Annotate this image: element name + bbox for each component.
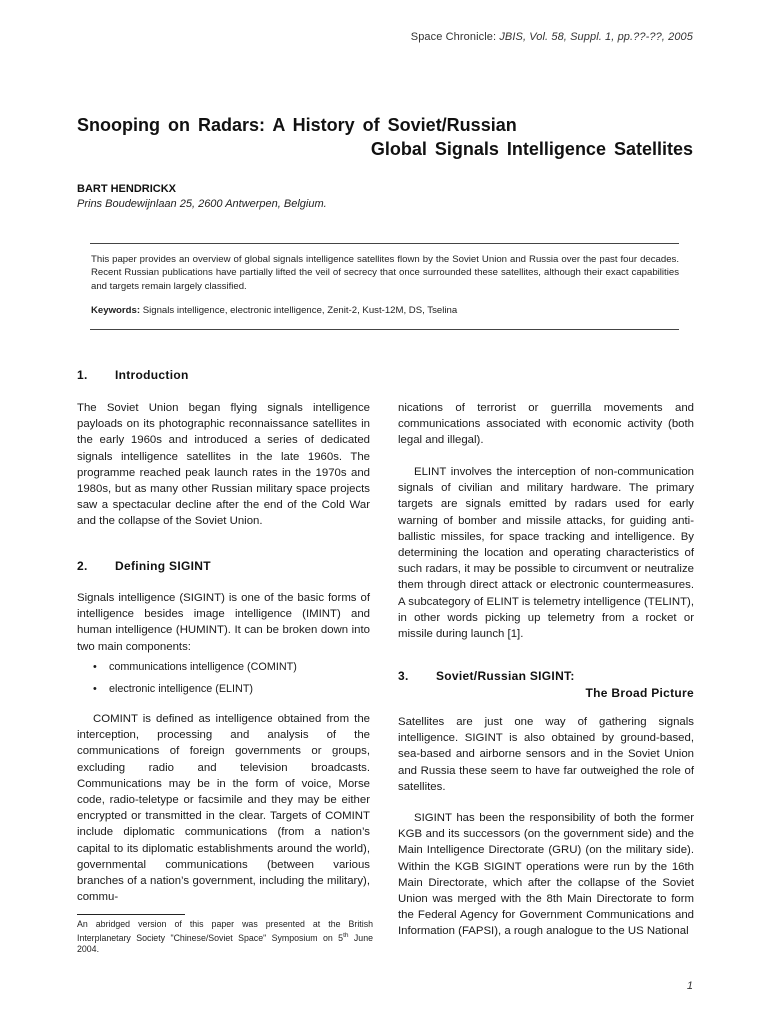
footnote-text: An abridged version of this paper was presented at the British Interplanetary Society "Chinese/Soviet Space" Symposium on 5 xyxy=(77,919,373,943)
broad-picture-paragraph-1: Satellites are just one way of gathering signals intelligence. SIGINT is also obtained by ground-based, sea-based and airborne sensors and in the Soviet Union and Russia these seem to have far outweighed the role of satellites. xyxy=(398,716,694,793)
section-3-line-1 xyxy=(398,668,694,684)
footnote-superscript: th xyxy=(343,932,349,939)
keywords xyxy=(91,304,679,317)
section-2-number: 2. xyxy=(77,559,88,573)
comint-continuation: nications of terrorist or guerrilla movements and communications associated with economic activity (both legal and illegal). xyxy=(398,402,694,447)
running-head xyxy=(411,31,693,43)
section-3-title-line-1: Soviet/Russian SIGINT: xyxy=(436,669,575,683)
intro-paragraph: The Soviet Union began flying signals intelligence payloads on its photographic reconnaissance satellites in the early 1960s and introduced a series of dedicated signals intelligence satellites in the late 1960s. The programme reached peak launch rates in the 1970s and 1980s, but as many other Russian military space projects saw a spectacular decline after the end of the Cold War and the collapse of the Soviet Union. xyxy=(77,402,370,528)
page-number: 1 xyxy=(686,980,693,992)
section-2-title: Defining SIGINT xyxy=(115,559,211,573)
running-head-prefix: Space Chronicle: xyxy=(410,31,500,43)
comint-paragraph: COMINT is defined as intelligence obtained from the interception, processing and analysis of the communications of foreign governments or groups, excluding radio and television broadcasts. Communications may be in the form of voice, Morse code, radio-teletype or facsimile and they may be either encrypted or transmitted in the clear. Targets of COMINT include diplomatic communications (from a nation’s capital to its diplomatic establishments around the world), governmental communications (between various branches of a nation’s government, including the military), commu- xyxy=(77,713,370,904)
paper-title xyxy=(77,113,693,161)
footnote xyxy=(77,919,373,955)
section-1-heading xyxy=(77,367,189,383)
section-3-number: 3. xyxy=(398,669,409,683)
title-line-2: Global Signals Intelligence Satellites xyxy=(370,139,693,159)
keywords-list: Signals intelligence, electronic intelligence, Zenit-2, Kust-12M, DS, Tselina xyxy=(140,305,458,316)
author-name: BART HENDRICKX xyxy=(77,183,176,195)
elint-paragraph: ELINT involves the interception of non-communication signals of civilian and military hardware. The primary targets are signals emitted by radars used for early warning of bomber and missile attacks, for guiding anti-ballistic missiles, for space tracking and intelligence. By determining the location and operating characteristics of such radars, it may be possible to circumvent or neutralize them through direct attack or electronic countermeasures. A subcategory of ELINT is telemetry intelligence (TELINT), in other words picking up telemetry from a rocket or missile during launch [1]. xyxy=(398,466,694,641)
abstract-text: This paper provides an overview of global signals intelligence satellites flown by the Soviet Union and Russia over the past four decades. Recent Russian publications have partially lifted the veil of secrecy that once surrounded these satellites, although their exact capabilities and targets remain largely classified. xyxy=(91,254,679,292)
list-item: • electronic intelligence (ELINT) xyxy=(93,678,370,700)
list-item: • communications intelligence (COMINT) xyxy=(93,656,370,678)
section-2-heading xyxy=(77,558,211,574)
section-3-heading xyxy=(398,668,694,701)
journal-citation: JBIS, Vol. 58, Suppl. 1, pp.??-??, 2005 xyxy=(499,31,693,43)
sigint-components-list xyxy=(93,656,370,700)
title-line-1: Snooping on Radars: A History of Soviet/Russian xyxy=(77,115,517,135)
section-1-title: Introduction xyxy=(115,368,189,382)
footnote-rule xyxy=(77,914,185,915)
abstract-bottom-rule xyxy=(90,329,679,330)
keywords-label: Keywords: xyxy=(91,305,141,316)
broad-picture-paragraph-2: SIGINT has been the responsibility of both the former KGB and its successors (on the government side) and the Main Intelligence Directorate (GRU) (on the military side). Within the KGB SIGINT operations were run by the 16th Main Directorate, which after the collapse of the Soviet Union was merged with the 8th Main Directorate to form the Federal Agency for Government Communications and Information (FAPSI), a rough analogue to the US National xyxy=(398,812,694,938)
footnote-date: June 2004. xyxy=(77,932,373,954)
section-1-number: 1. xyxy=(77,368,88,382)
section-3-title-line-2: The Broad Picture xyxy=(585,686,694,701)
author-affiliation: Prins Boudewijnlaan 25, 2600 Antwerpen, Belgium. xyxy=(77,198,327,210)
abstract-top-rule xyxy=(90,243,679,244)
sigint-paragraph: Signals intelligence (SIGINT) is one of the basic forms of intelligence besides image intelligence (IMINT) and human intelligence (HUMINT). It can be broken down into two main components: xyxy=(77,592,370,653)
